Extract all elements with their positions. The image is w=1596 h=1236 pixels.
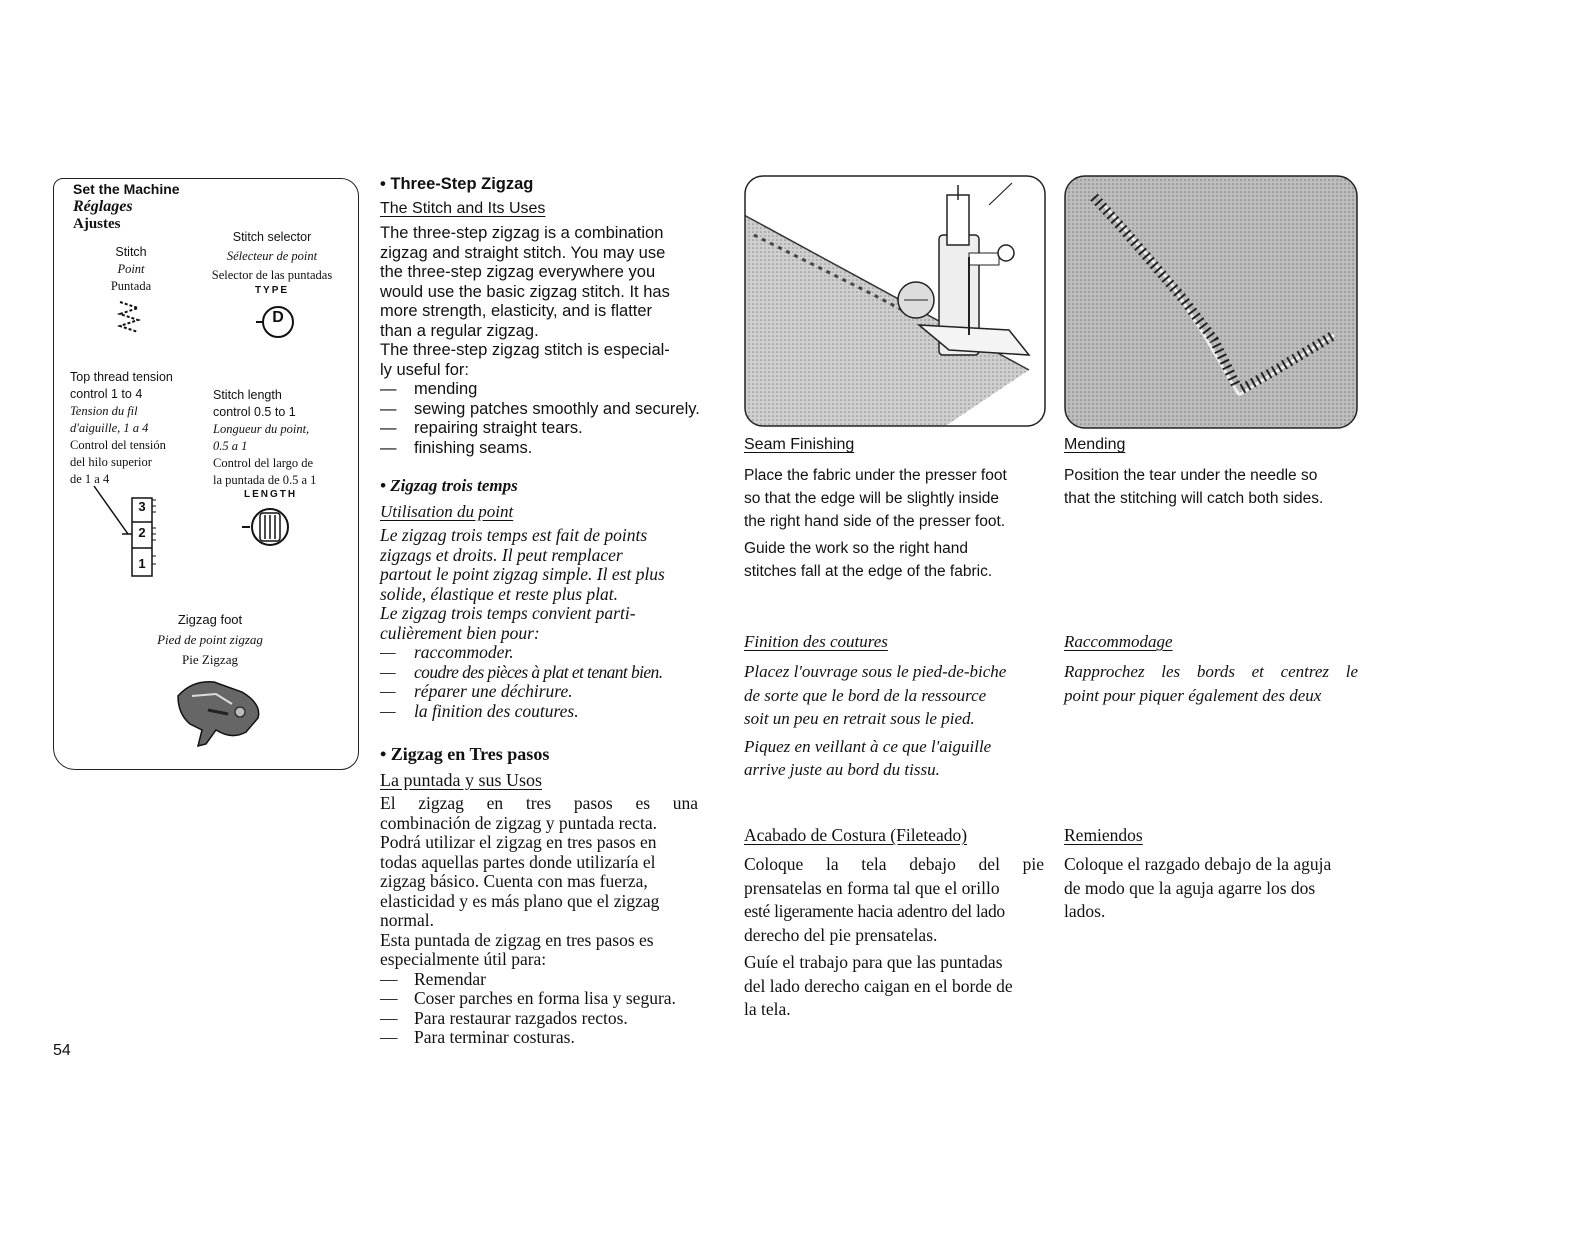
- length-dial-icon: [240, 504, 302, 550]
- mending-title-fr: Raccommodage: [1064, 632, 1173, 651]
- zigzag-foot-es: Pie Zigzag: [182, 652, 238, 667]
- mending-body-en: [1064, 464, 1323, 510]
- seam-finishing-title-en: Seam Finishing: [744, 436, 855, 453]
- text-line: Position the tear under the needle so: [1064, 467, 1318, 484]
- text-line: lados.: [1064, 901, 1106, 921]
- use-text: coudre des pièces à plat et tenant bien.: [414, 661, 663, 682]
- tension-dial-icon: [90, 484, 170, 580]
- english-line: more strength, elasticity, and is flatter: [380, 302, 653, 320]
- top-thread-en2: control 1 to 4: [70, 387, 143, 401]
- use-text: Coser parches en forma lisa y segura.: [414, 988, 676, 1008]
- top-thread-fr2: d'aiguille, 1 a 4: [70, 421, 149, 435]
- stitch-length-fr1: Longueur du point,: [213, 422, 310, 436]
- list-item: — sewing patches smoothly and securely.: [380, 399, 700, 418]
- text-line: Coloque la tela debajo del pie: [744, 854, 1044, 874]
- list-item: — repairing straight tears.: [380, 419, 583, 437]
- text-line: Rapprochez les bords et centrez le: [1064, 662, 1358, 681]
- french-line: zigzags et droits. Il peut remplacer: [380, 544, 623, 565]
- top-thread-es2: del hilo superior: [70, 455, 152, 469]
- use-text: mending: [414, 380, 478, 398]
- settings-title-fr: Réglages: [73, 198, 133, 215]
- tension-mark-2: 2: [138, 525, 146, 540]
- spanish-line: Podrá utilizar el zigzag en tres pasos en: [380, 832, 657, 852]
- list-item: — coudre des pièces à plat et tenant bien.: [380, 661, 663, 682]
- stitch-length-es2: la puntada de 0.5 a 1: [213, 473, 317, 487]
- use-text: réparer une déchirure.: [414, 681, 573, 701]
- stitch-label-fr: Point: [117, 262, 145, 276]
- seam-finishing-title-es: Acabado de Costura (Fileteado): [744, 825, 968, 845]
- list-item: — la finition des coutures.: [380, 700, 579, 721]
- use-text: raccommoder.: [414, 642, 514, 662]
- top-thread-es1: Control del tensión: [70, 438, 166, 452]
- text-line: Piquez en veillant à ce que l'aiguille: [744, 736, 992, 756]
- use-text: Para terminar costuras.: [414, 1027, 575, 1047]
- mending-title-en: Mending: [1064, 436, 1126, 453]
- mending-body-fr: [1064, 660, 1358, 707]
- text-line: Placez l'ouvrage sous le pied-de-biche: [744, 662, 1007, 681]
- text-line: Place the fabric under the presser foot: [744, 467, 1007, 484]
- stitch-length-en2: control 0.5 to 1: [213, 405, 296, 419]
- french-line: culièrement bien pour:: [380, 622, 540, 643]
- text-line: derecho del pie prensatelas.: [744, 924, 938, 945]
- list-item: — Remendar: [380, 968, 486, 989]
- text-line: de sorte que le bord de la ressource: [744, 685, 987, 705]
- english-body: [380, 224, 700, 458]
- text-line: stitches fall at the edge of the fabric.: [744, 563, 993, 580]
- spanish-subheading: La puntada y sus Usos: [380, 770, 542, 790]
- text-line: de modo que la aguja agarre los dos: [1064, 877, 1316, 898]
- spanish-heading: • Zigzag en Tres pasos: [380, 744, 550, 764]
- text-line: prensatelas en forma tal que el orillo: [744, 877, 1000, 898]
- use-text: la finition des coutures.: [414, 700, 579, 721]
- stitch-selector-en: Stitch selector: [232, 230, 312, 244]
- french-subheading: Utilisation du point: [380, 502, 514, 521]
- text-line: point pour piquer également des deux: [1064, 685, 1322, 705]
- french-heading: • Zigzag trois temps: [380, 476, 518, 495]
- text-line: that the stitching will catch both sides.: [1064, 490, 1324, 507]
- stitch-label-es: Puntada: [110, 279, 152, 293]
- mending-title-es: Remiendos: [1064, 825, 1143, 845]
- stitch-length-es1: Control del largo de: [213, 456, 314, 470]
- english-line: The three-step zigzag stitch is especial-: [380, 341, 670, 359]
- mending-illustration: [1064, 175, 1358, 429]
- text-line: soit un peu en retrait sous le pied.: [744, 709, 975, 728]
- three-step-zigzag-icon: [112, 298, 152, 338]
- stitch-length-fr2: 0.5 a 1: [213, 439, 248, 453]
- mending-body-es: [1064, 853, 1364, 924]
- zigzag-foot-fr: Pied de point zigzag: [157, 632, 263, 647]
- use-text: Remendar: [414, 968, 486, 989]
- french-line: Le zigzag trois temps est fait de points: [380, 525, 648, 545]
- list-item: — réparer une déchirure.: [380, 681, 573, 701]
- spanish-line: Esta puntada de zigzag en tres pasos es: [380, 929, 654, 950]
- english-subheading: The Stitch and Its Uses: [380, 200, 546, 217]
- list-item: — Para restaurar razgados rectos.: [380, 1007, 628, 1028]
- top-thread-es3: de 1 a 4: [70, 472, 110, 486]
- use-text: sewing patches smoothly and securely.: [414, 399, 700, 418]
- english-line: ly useful for:: [380, 360, 469, 379]
- list-item: — Para terminar costuras.: [380, 1027, 575, 1047]
- spanish-line: elasticidad y es más plano que el zigzag: [380, 890, 660, 911]
- use-text: finishing seams.: [414, 438, 533, 457]
- settings-title-en: Set the Machine: [73, 181, 180, 197]
- english-line: the three-step zigzag everywhere you: [380, 263, 656, 281]
- top-thread-fr1: Tension du fil: [70, 404, 138, 418]
- stitch-selector-es: Selector de las puntadas: [211, 268, 333, 282]
- spanish-line: zigzag básico. Cuenta con mas fuerza,: [380, 871, 648, 891]
- list-item: — raccommoder.: [380, 642, 514, 662]
- settings-title-es: Ajustes: [73, 216, 121, 232]
- spanish-line: especialmente útil para:: [380, 949, 547, 969]
- text-line: Coloque el razgado debajo de la aguja: [1064, 854, 1332, 874]
- top-thread-en1: Top thread tension: [70, 370, 173, 384]
- stitch-selector-group: [192, 228, 352, 297]
- spanish-line: normal.: [380, 910, 434, 930]
- english-line: The three-step zigzag is a combination: [380, 224, 664, 242]
- spanish-line: El zigzag en tres pasos es una: [380, 793, 698, 813]
- stitch-length-en1: Stitch length: [213, 388, 282, 402]
- text-line: esté ligeramente hacia adentro del lado: [744, 901, 1005, 921]
- text-line: Guide the work so the right hand: [744, 540, 969, 557]
- seam-finishing-body-fr: [744, 660, 1006, 782]
- text-line: del lado derecho caigan en el borde de: [744, 975, 1013, 996]
- spanish-line: todas aquellas partes donde utilizaría el: [380, 851, 656, 872]
- text-line: so that the edge will be slightly inside: [744, 490, 1000, 507]
- french-body: [380, 526, 702, 721]
- spanish-line: combinación de zigzag y puntada recta.: [380, 812, 657, 833]
- zigzag-foot-en: Zigzag foot: [177, 612, 243, 627]
- spanish-body: [380, 794, 698, 1048]
- french-line: solide, élastique et reste plus plat.: [380, 583, 619, 604]
- list-item: — mending: [380, 380, 478, 398]
- use-text: repairing straight tears.: [414, 419, 583, 437]
- length-label: LENGTH: [244, 489, 298, 500]
- english-line: would use the basic zigzag stitch. It has: [380, 282, 670, 301]
- top-thread-tension-group: [70, 369, 173, 488]
- list-item: — Coser parches en forma lisa y segura.: [380, 988, 676, 1008]
- tension-mark-3: 3: [138, 499, 146, 514]
- use-text: Para restaurar razgados rectos.: [414, 1007, 628, 1028]
- stitch-label-group: [96, 244, 166, 295]
- seam-finishing-body-en: [744, 464, 1007, 583]
- zigzag-foot-group: [130, 610, 290, 670]
- page-number: 54: [53, 1042, 71, 1059]
- type-label: TYPE: [254, 285, 290, 296]
- french-line: Le zigzag trois temps convient parti-: [380, 603, 636, 623]
- stitch-label-en: Stitch: [115, 245, 147, 259]
- english-line: zigzag and straight stitch. You may use: [380, 243, 666, 262]
- type-dial-value: D: [272, 309, 284, 326]
- tension-mark-1: 1: [138, 556, 146, 571]
- english-line: than a regular zigzag.: [380, 321, 539, 340]
- text-line: the right hand side of the presser foot.: [744, 513, 1006, 530]
- stitch-selector-fr: Sélecteur de point: [226, 249, 318, 263]
- text-line: Guíe el trabajo para que las puntadas: [744, 952, 1003, 972]
- zigzag-foot-icon: [172, 674, 264, 752]
- seam-finishing-illustration: [744, 175, 1046, 427]
- text-line: la tela.: [744, 999, 791, 1019]
- seam-finishing-body-es: [744, 853, 1044, 1022]
- stitch-length-group: [213, 387, 316, 489]
- english-heading: • Three-Step Zigzag: [380, 175, 534, 193]
- list-item: — finishing seams.: [380, 438, 533, 457]
- text-line: arrive juste au bord du tissu.: [744, 760, 940, 779]
- seam-finishing-title-fr: Finition des coutures: [744, 632, 888, 651]
- french-line: partout le point zigzag simple. Il est plus: [380, 564, 665, 584]
